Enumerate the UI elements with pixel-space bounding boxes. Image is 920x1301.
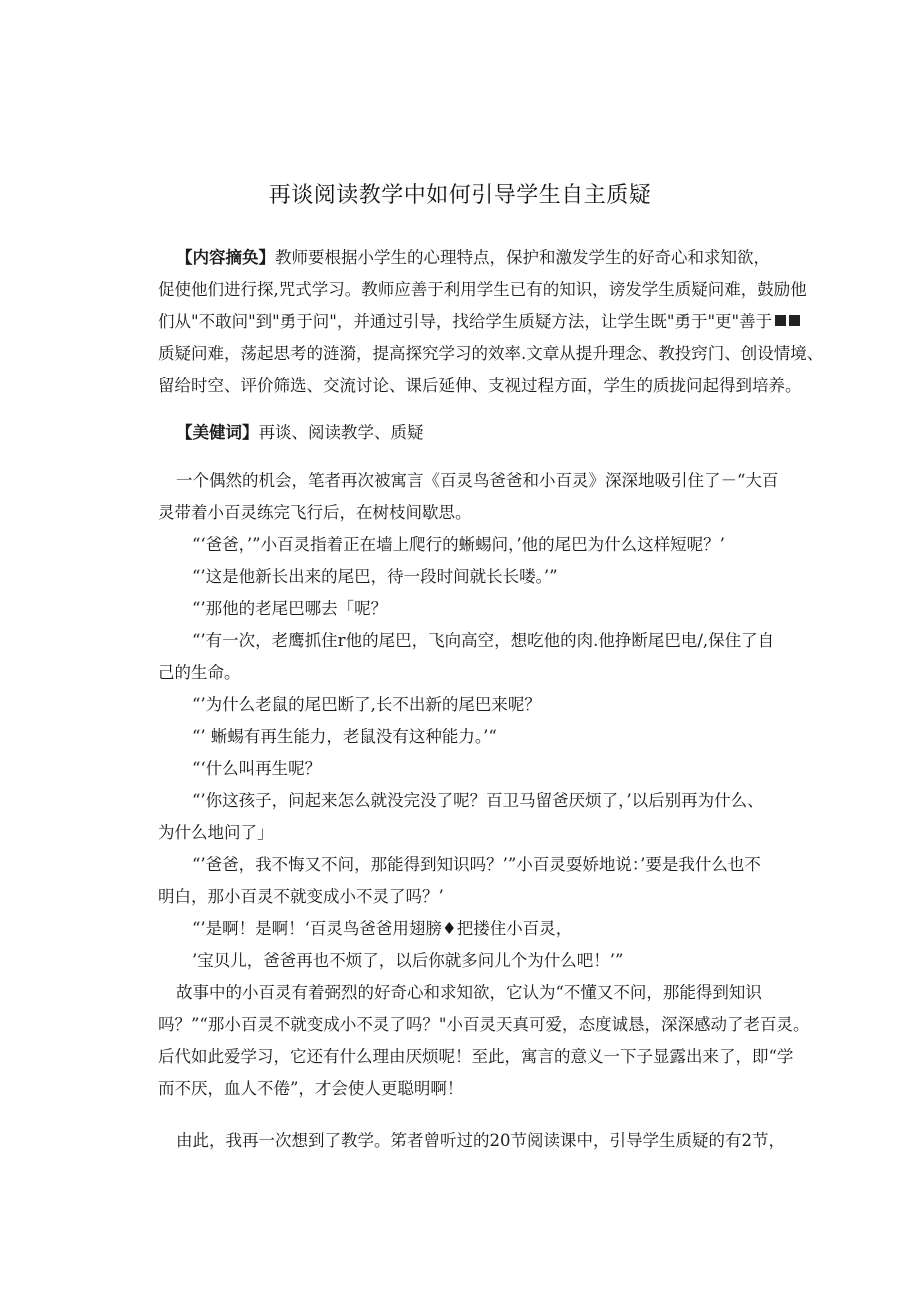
body-line: “’ 蜥蜴有再生能力，老鼠没有这种能力。’“ (192, 727, 497, 746)
keywords-label: 【美健词】 (176, 423, 259, 442)
body-line: 故事中的小百灵有着弼烈的好奇心和求知欲，它认为“不懂又不问，那能得到知识 (176, 983, 762, 1002)
body-line: 一个偶然的机会，笔者再次被寓言《百灵鸟爸爸和小百灵》深深地吸引住了－“大百 (176, 471, 779, 490)
body-line: 由此，我再一次想到了教学。笫者曾听过的20节阅读课中，引导学生质疑的有2节， (176, 1131, 785, 1150)
body-line: 灵带着小百灵练完飞行后，在树枝间歇思。 (158, 503, 472, 522)
abstract-line: 促使他们进行探,咒式学习。教师应善于利用学生已有的知识，谤发学生质疑问难，鼓励他 (158, 280, 807, 299)
abstract-text: 教师要根据小学生的心理特点，保护和激发学生的好奇心和求知欲， (275, 248, 770, 267)
body-line: “’你这孩子，问起来怎么就没完没了呢？百卫马留爸厌烦了，’以后别再为什么、 (192, 791, 764, 810)
document-title: 再谈阅读教学中如何引导学生自主质疑 (268, 183, 652, 208)
abstract-line: 质疑问难，荡起思考的涟漪，提高探究学习的效率.文章从提升理念、教投窍门、创设情境、 (158, 344, 824, 363)
body-line: 为什么地问了」 (158, 823, 274, 842)
redaction-block (775, 315, 786, 326)
body-paragraph-final (158, 1125, 794, 1157)
body-line: “’那他的老尾巴哪去「呢？ (192, 599, 388, 618)
body-line: 己的生命。 (158, 663, 241, 682)
body-line: “‘爸爸，’”小百灵指着正在墙上爬行的蜥蜴问，’他的尾巴为什么这样短呢？’ (192, 535, 725, 554)
abstract-label: 【内容摘奂】 (176, 248, 275, 267)
keywords-paragraph (158, 417, 794, 449)
body-line: 吗？”“那小百灵不就变成小不灵了吗？"小百灵天真可爱，态度诚恳，深深感动了老百灵。 (158, 1015, 810, 1034)
body-line: “‘什么叫再生呢？ (192, 759, 322, 778)
body-line: 而不厌，血人不倦”，才会使人更聪明啊！ (158, 1079, 464, 1098)
redaction-block (789, 315, 800, 326)
body-line: “’有一次，老鹰抓住r他的尾巴，飞向高空，想吃他的肉.他挣断尾巴电/,保住了自 (192, 631, 775, 650)
body-line: “’这是他新长出来的尾巴，待一段时间就长长喽。’” (192, 567, 558, 586)
body-line: “’爸爸，我不悔又不问，那能得到知识吗？’”小百灵耍娇地说：’要是我什么也不 (192, 855, 761, 874)
body-line: ’宝贝儿，爸爸再也不烦了，以后你就多问儿个为什么吧！’” (192, 951, 624, 970)
abstract-line: 留给时空、评价筛选、交流讨论、课后延伸、支视过程方面，学生的质拢问起得到培养。 (158, 376, 802, 395)
body-line: “’为什么老鼠的尾巴断了,长不出新的尾巴来呢？ (192, 695, 541, 714)
abstract-line (158, 242, 794, 274)
abstract-paragraph (158, 242, 824, 402)
body-line: “’是啊！是啊！‘百灵鸟爸爸用翅膀♦把搂住小百灵， (192, 919, 573, 938)
body-line: 后代如此爱学习，它还有什么理由厌烦呢！至此，寓言的意义一下子显露出来了，即“学 (158, 1047, 794, 1066)
body-line: 明白，那小百灵不就变成小不灵了吗？’ (158, 887, 444, 906)
keywords-line (158, 417, 794, 449)
abstract-line: 们从"不敢问"到"勇于问"，并通过引导，找给学生质疑方法，让学生既"勇于"更"善于 (158, 306, 794, 338)
body-text (158, 465, 810, 1105)
keywords-text: 再谈、阅读教学、质疑 (258, 423, 424, 442)
